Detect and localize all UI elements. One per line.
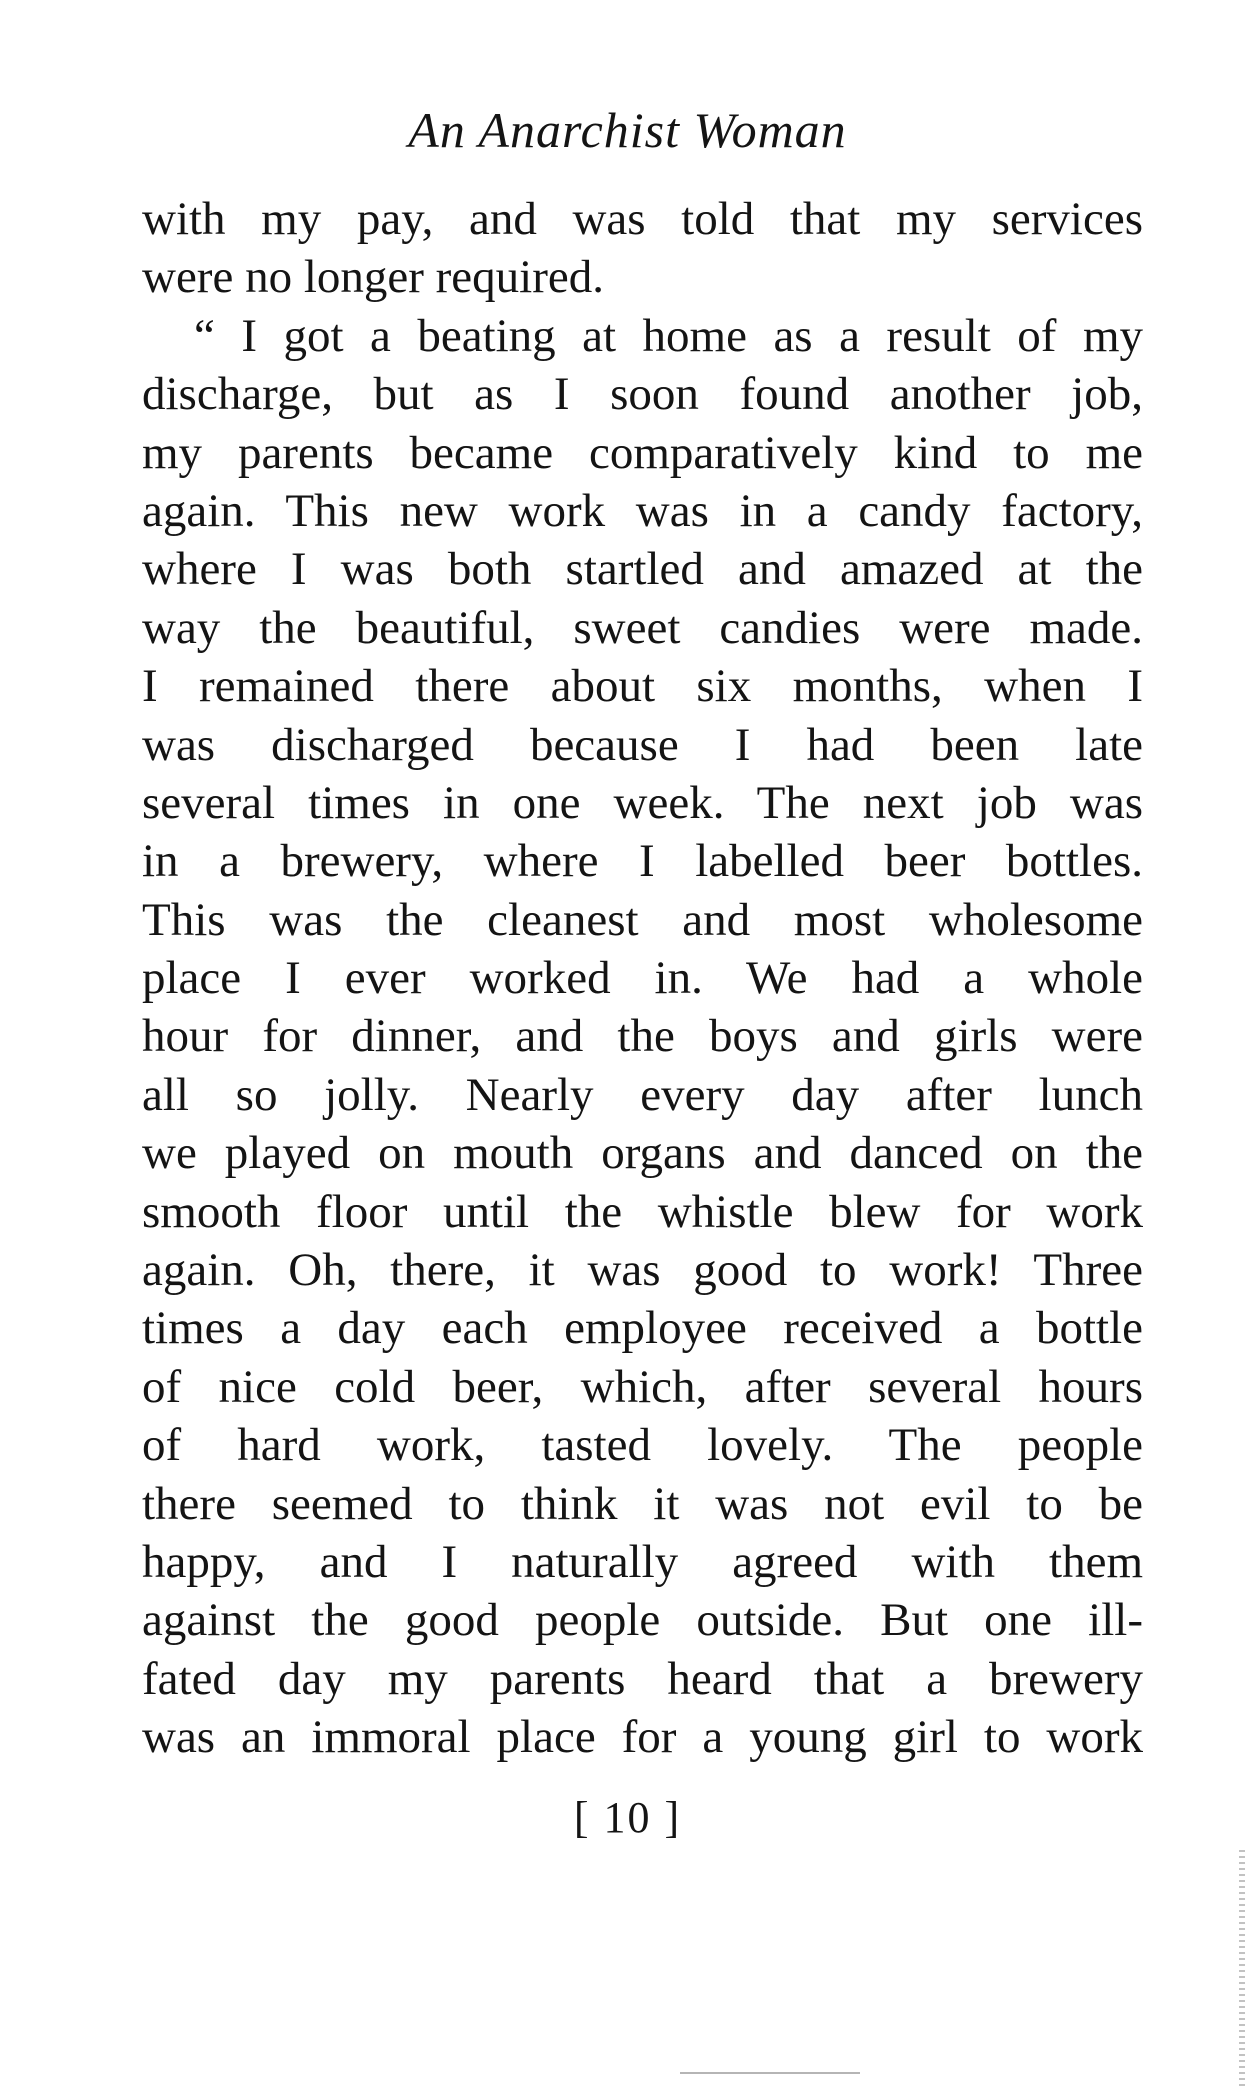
- body-text: [142, 190, 1143, 1767]
- text-line: with my pay, and was told that my services: [142, 193, 1143, 245]
- text-line: my parents became comparatively kind to me: [142, 426, 1143, 479]
- bottom-rule: [680, 2072, 860, 2074]
- text-line: of nice cold beer, which, after several hours: [142, 1360, 1143, 1413]
- text-line: again. Oh, there, it was good to work! Three: [142, 1244, 1143, 1297]
- running-head: An Anarchist Woman: [408, 102, 847, 158]
- text-line: where I was both startled and amazed at the: [142, 543, 1143, 596]
- text-line: way the beautiful, sweet candies were made.: [142, 601, 1143, 654]
- text-line: hour for dinner, and the boys and girls were: [142, 1010, 1143, 1063]
- text-line: “ I got a beating at home as a result of my: [194, 309, 1143, 362]
- text-line: there seemed to think it was not evil to be: [142, 1477, 1143, 1530]
- text-line: was an immoral place for a young girl to work: [142, 1711, 1143, 1764]
- text-line: fated day my parents heard that a brewery: [142, 1652, 1143, 1705]
- text-line: place I ever worked in. We had a whole: [142, 952, 1143, 1005]
- text-line: in a brewery, where I labelled beer bottles.: [142, 835, 1143, 888]
- text-line: several times in one week. The next job was: [142, 776, 1143, 829]
- text-line: was discharged because I had been late: [142, 718, 1143, 771]
- page-number: [ 10 ]: [573, 1793, 682, 1842]
- text-line: were no longer required.: [142, 251, 604, 304]
- text-line: happy, and I naturally agreed with them: [142, 1535, 1143, 1588]
- text-line: discharge, but as I soon found another job,: [142, 368, 1143, 421]
- text-line: of hard work, tasted lovely. The people: [142, 1419, 1143, 1472]
- text-line: I remained there about six months, when I: [142, 660, 1143, 713]
- page-edge-mark: [1239, 1850, 1245, 2090]
- text-line: smooth floor until the whistle blew for work: [142, 1185, 1143, 1238]
- text-line: times a day each employee received a bottle: [142, 1302, 1143, 1355]
- text-line: against the good people outside. But one ill-: [142, 1594, 1143, 1647]
- text-line: again. This new work was in a candy factory,: [142, 484, 1143, 537]
- text-line: we played on mouth organs and danced on the: [142, 1127, 1143, 1180]
- text-line: all so jolly. Nearly every day after lunch: [142, 1068, 1143, 1121]
- text-line: This was the cleanest and most wholesome: [142, 893, 1143, 946]
